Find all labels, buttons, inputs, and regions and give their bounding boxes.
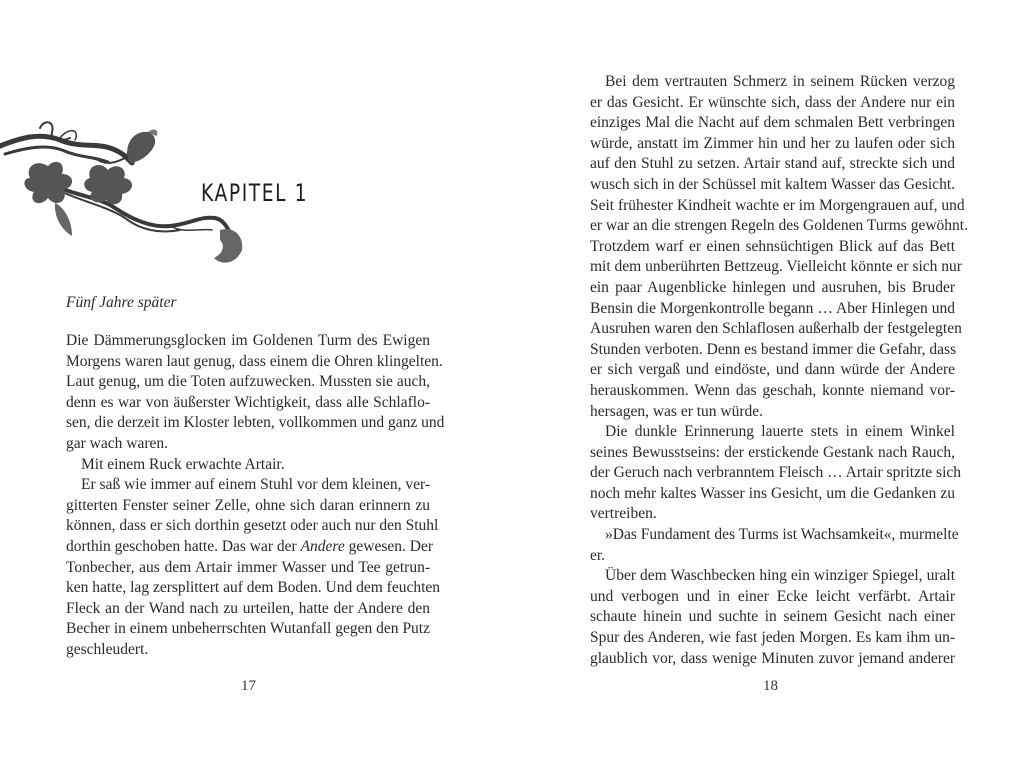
text-line: Die dunkle Erinnerung lauerte stets in einem Winkel bbox=[605, 423, 955, 441]
text-line: er sich vergaß und eindöste, und dann würde der Andere bbox=[590, 361, 955, 379]
text-line: Laut genug, um die Toten aufzuwecken. Mussten sie auch, bbox=[66, 373, 430, 391]
text-line: würde, anstatt im Zimmer hin und her zu laufen oder sich bbox=[590, 134, 955, 152]
text-line: Tonbecher, aus dem Artair immer Wasser und Tee getrun- bbox=[66, 558, 430, 576]
text-line: Morgens waren laut genug, dass einem die Ohren klingelten. bbox=[66, 352, 443, 370]
text-line: Spur des Anderen, wie fast jeden Morgen. Es kam ihm un- bbox=[590, 629, 955, 647]
text-line: auf den Stuhl zu setzen. Artair stand auf, streckte sich und bbox=[590, 155, 955, 173]
text-line: denn es war von äußerster Wichtigkeit, dass alle Schlaflo- bbox=[66, 393, 430, 411]
emphasis-text: Andere bbox=[300, 537, 345, 555]
text-line: Stunden verboten. Denn es bestand immer die Gefahr, dass bbox=[590, 340, 957, 358]
text-line: schaute hinein und suchte in seinem Gesicht nach einer bbox=[590, 608, 955, 626]
page-number: 18 bbox=[763, 678, 778, 694]
text-line: und verbogen und in einer Ecke leicht verfärbt. Artair bbox=[590, 587, 955, 605]
text-line: Mit einem Ruck erwachte Artair. bbox=[81, 455, 285, 473]
text-line: Bei dem vertrauten Schmerz in seinem Rücken verzog bbox=[605, 73, 955, 90]
text-fragment: dorthin geschoben hatte. Das war der bbox=[66, 537, 301, 555]
text-line: ken hatte, lag zersplittert auf dem Boden. Und dem feuchten bbox=[66, 579, 441, 597]
body-text-left bbox=[66, 331, 445, 661]
text-line: vertreiben. bbox=[590, 505, 657, 523]
text-line: Ausruhen waren den Schlaflosen außerhalb der festgelegten bbox=[590, 320, 962, 338]
text-line: Trotzdem warf er einen sehnsüchtigen Blick auf das Bett bbox=[590, 237, 955, 255]
text-line: Er saß wie immer auf einem Stuhl vor dem kleinen, ver- bbox=[81, 476, 430, 494]
text-fragment: gewesen. Der bbox=[344, 537, 433, 555]
text-line: Bensin die Morgenkontrolle begann … Aber Hinlegen und bbox=[590, 299, 955, 317]
text-line bbox=[66, 537, 433, 558]
text-line: er war an die strengen Regeln des Goldenen Turms gewöhnt. bbox=[590, 217, 968, 235]
text-line: er. bbox=[590, 546, 606, 564]
text-line: Über dem Waschbecken hing ein winziger Spiegel, uralt bbox=[605, 567, 955, 585]
text-line: glaublich vor, dass wenige Minuten zuvor jemand anderer bbox=[590, 649, 955, 667]
text-line: Fleck an der Wand nach zu urteilen, hatte der Andere den bbox=[66, 599, 430, 617]
text-line: noch mehr kaltes Wasser ins Gesicht, um die Gedanken zu bbox=[590, 484, 955, 502]
text-line: können, dass er sich dorthin gesetzt oder auch nur den Stuhl bbox=[66, 517, 439, 535]
text-line: seines Bewusstseins: der erstickende Gestank nach Rauch, bbox=[590, 443, 955, 461]
chapter-title: KAPITEL 1 bbox=[201, 179, 309, 208]
text-line: einziges Mal die Nacht auf dem schmalen Bett verbringen bbox=[590, 114, 955, 132]
page-number: 17 bbox=[241, 678, 256, 694]
text-line: Seit frühester Kindheit wachte er im Morgengrauen auf, und bbox=[590, 196, 965, 214]
text-line: hersagen, was er tun würde. bbox=[590, 402, 764, 420]
body-text-right bbox=[590, 72, 968, 669]
text-line: Die Dämmerungsglocken im Goldenen Turm des Ewigen bbox=[66, 332, 430, 349]
text-line: geschleudert. bbox=[66, 640, 149, 658]
chapter-subtitle: Fünf Jahre später bbox=[66, 294, 177, 311]
text-line: sen, die derzeit im Kloster lebten, vollkommen und ganz und bbox=[66, 414, 445, 432]
text-line: gar wach waren. bbox=[66, 434, 168, 452]
text-line: der Geruch nach verbranntem Fleisch … Artair spritzte sich bbox=[590, 464, 962, 482]
text-line: wusch sich in der Schüssel mit kaltem Wasser das Gesicht. bbox=[590, 175, 955, 193]
text-line: ein paar Augenblicke hinlegen und ausruhen, bis Bruder bbox=[590, 278, 955, 296]
text-line: gitterten Fenster seiner Zelle, ohne sich daran erinnern zu bbox=[66, 496, 430, 514]
text-line: Becher in einem unbeherrschten Wutanfall gegen den Putz bbox=[66, 620, 430, 638]
text-line: mit dem unberührten Bettzeug. Vielleicht könnte er sich nur bbox=[590, 258, 962, 276]
text-line: herauskommen. Wenn das geschah, konnte niemand vor- bbox=[590, 381, 955, 399]
text-line: er das Gesicht. Er wünschte sich, dass der Andere nur ein bbox=[590, 93, 955, 111]
text-line: »Das Fundament des Turms ist Wachsamkeit«, murmelte bbox=[605, 526, 959, 544]
